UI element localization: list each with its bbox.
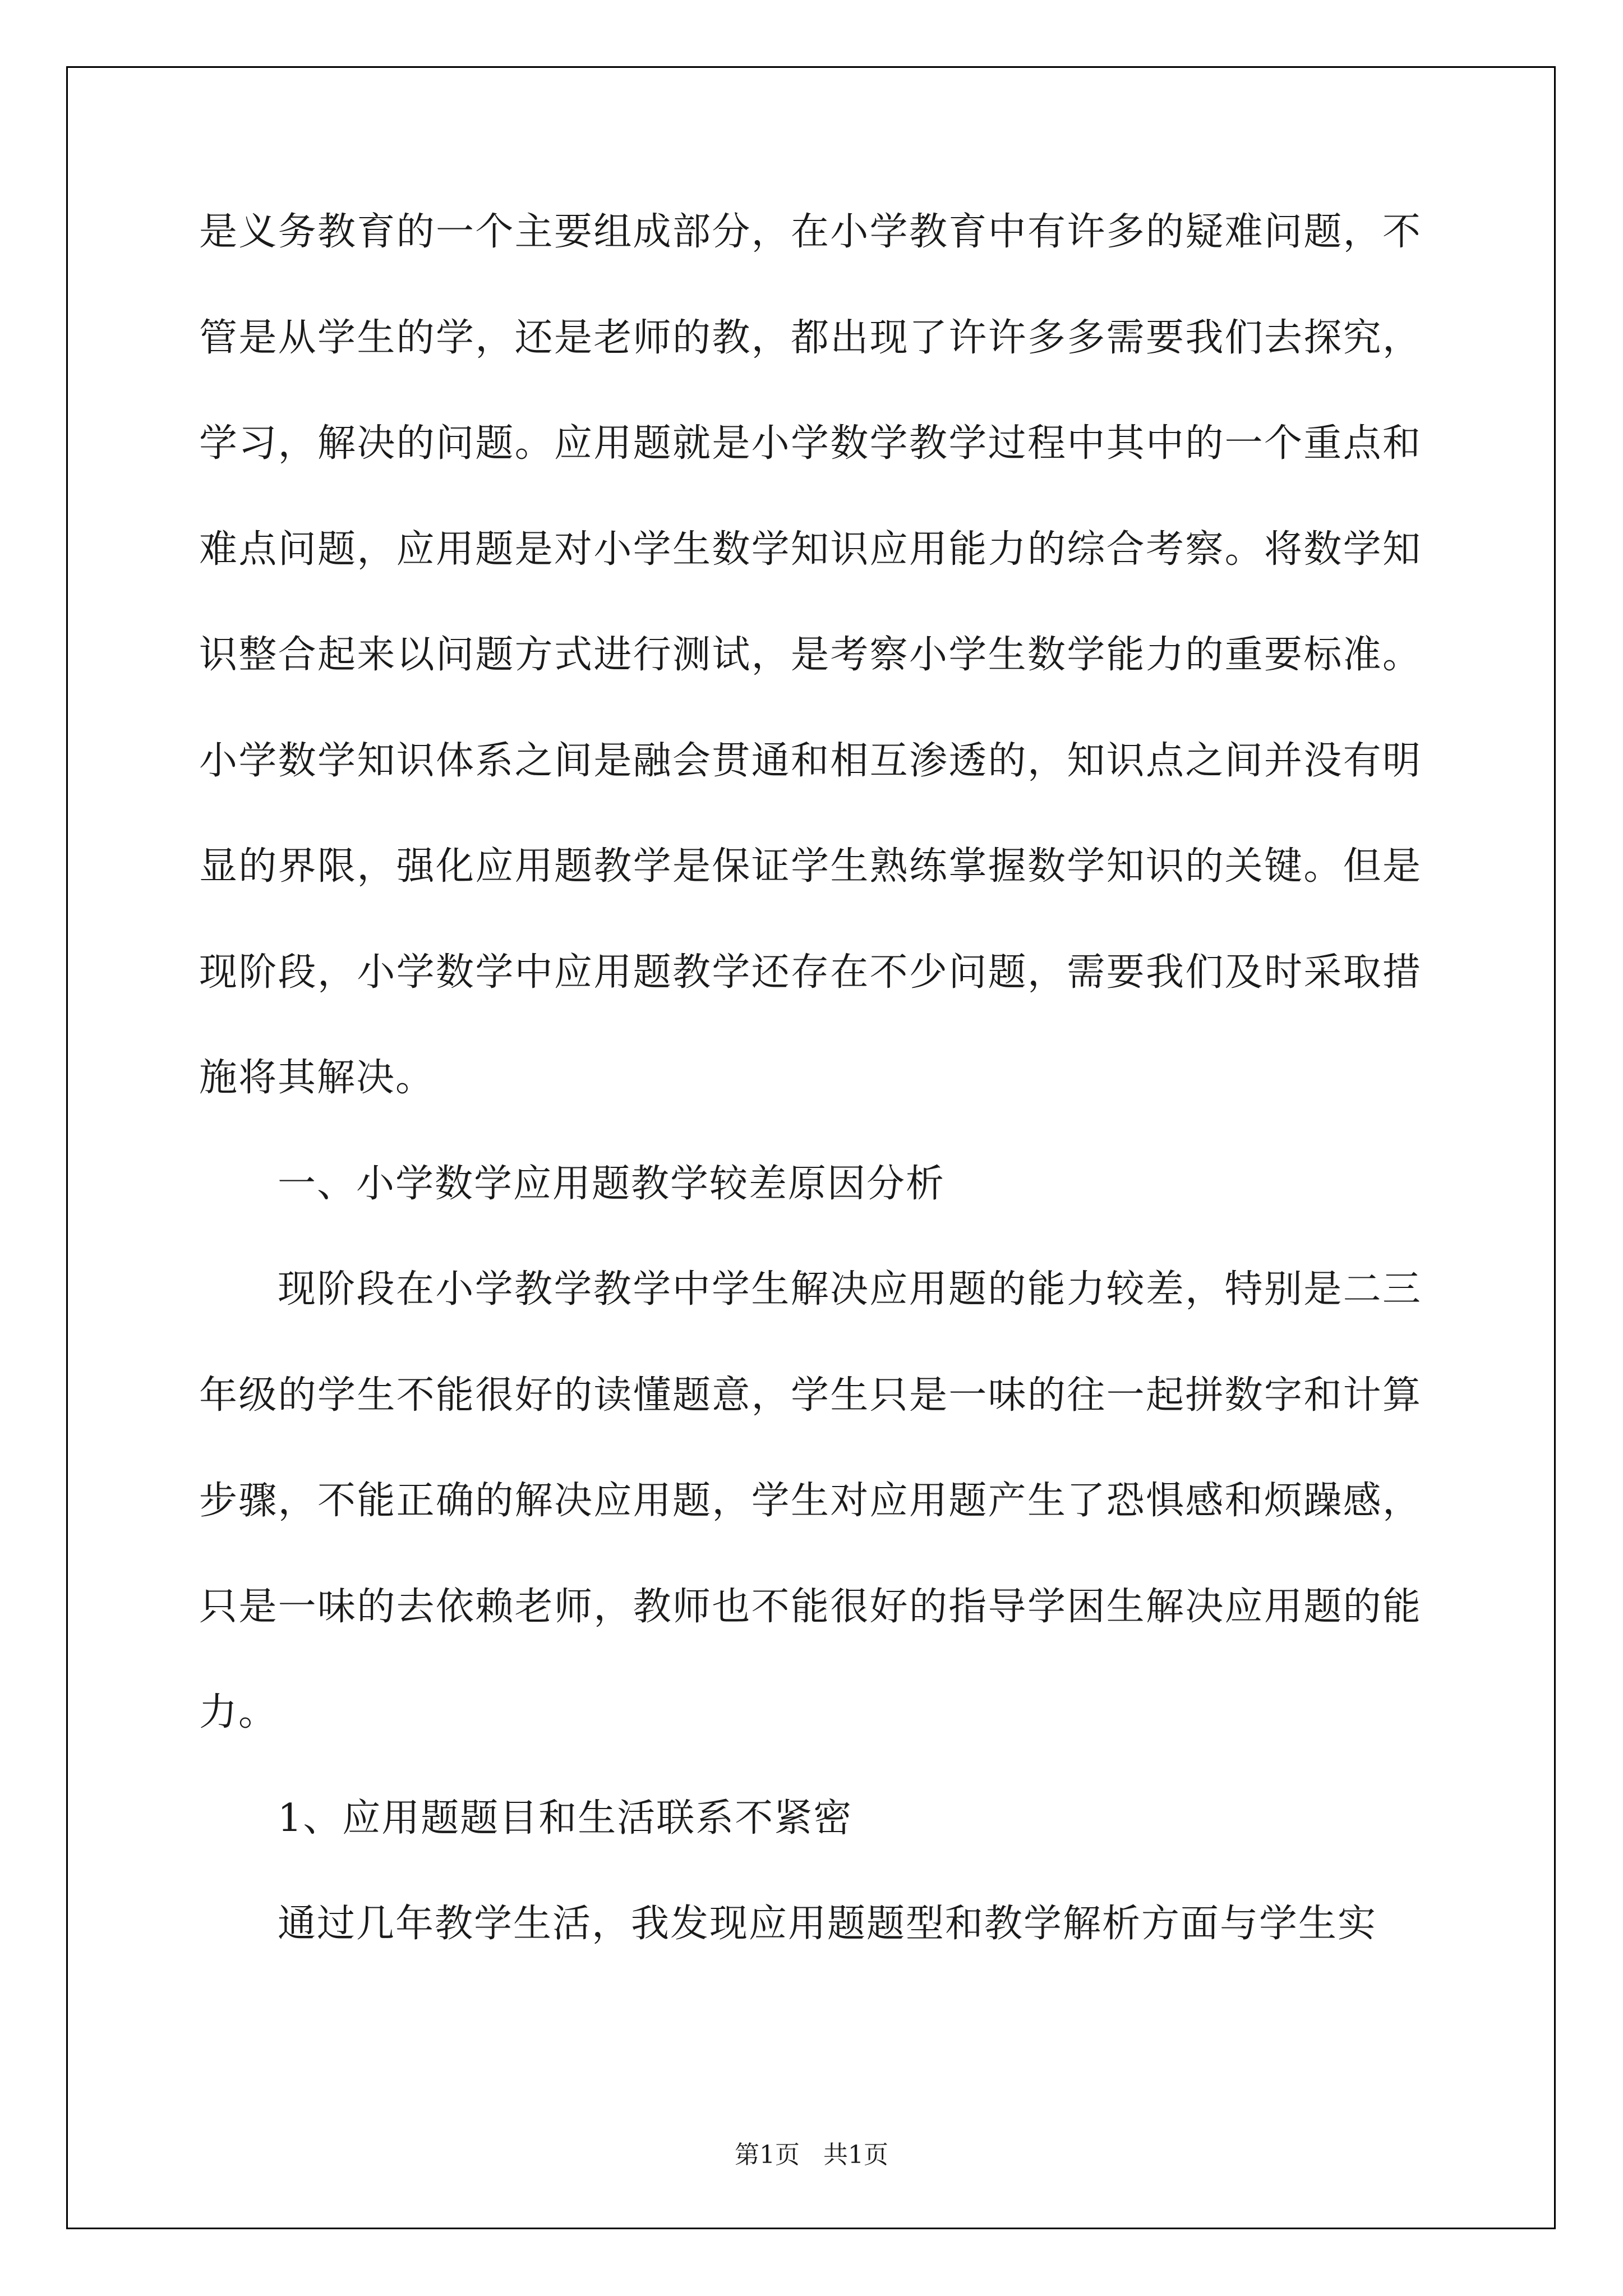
page-number: 第1页 xyxy=(735,2141,800,2169)
document-body xyxy=(199,180,1422,1977)
paragraph-2: 现阶段在小学教学教学中学生解决应用题的能力较差，特别是二三年级的学生不能很好的读懂题意，学生只是一味的往一起拼数字和计算步骤，不能正确的解决应用题，学生对应用题产生了恐惧感和烦躁感，只是一味的去依赖老师，教师也不能很好的指导学困生解决应用题的能力。 xyxy=(199,1267,1422,1734)
page-total: 共1页 xyxy=(823,2141,888,2169)
section-heading-1: 一、小学数学应用题教学较差原因分析 xyxy=(278,1161,946,1206)
page-footer xyxy=(0,2138,1623,2172)
subsection-heading-1: 1、应用题题目和生活联系不紧密 xyxy=(278,1796,853,1841)
paragraph-1: 是义务教育的一个主要组成部分，在小学教育中有许多的疑难问题，不管是从学生的学，还是老师的教，都出现了许许多多需要我们去探究，学习，解决的问题。应用题就是小学数学教学过程中其中的一个重点和难点问题，应用题是对小学生数学知识应用能力的综合考察。将数学知识整合起来以问题方式进行测试，是考察小学生数学能力的重要标准。小学数学知识体系之间是融会贯通和相互渗透的，知识点之间并没有明显的界限，强化应用题教学是保证学生熟练掌握数学知识的关键。但是现阶段，小学数学中应用题教学还存在不少问题，需要我们及时采取措施将其解决。 xyxy=(199,210,1422,1100)
paragraph-3: 通过几年教学生活，我发现应用题题型和教学解析方面与学生实 xyxy=(278,1902,1377,1946)
